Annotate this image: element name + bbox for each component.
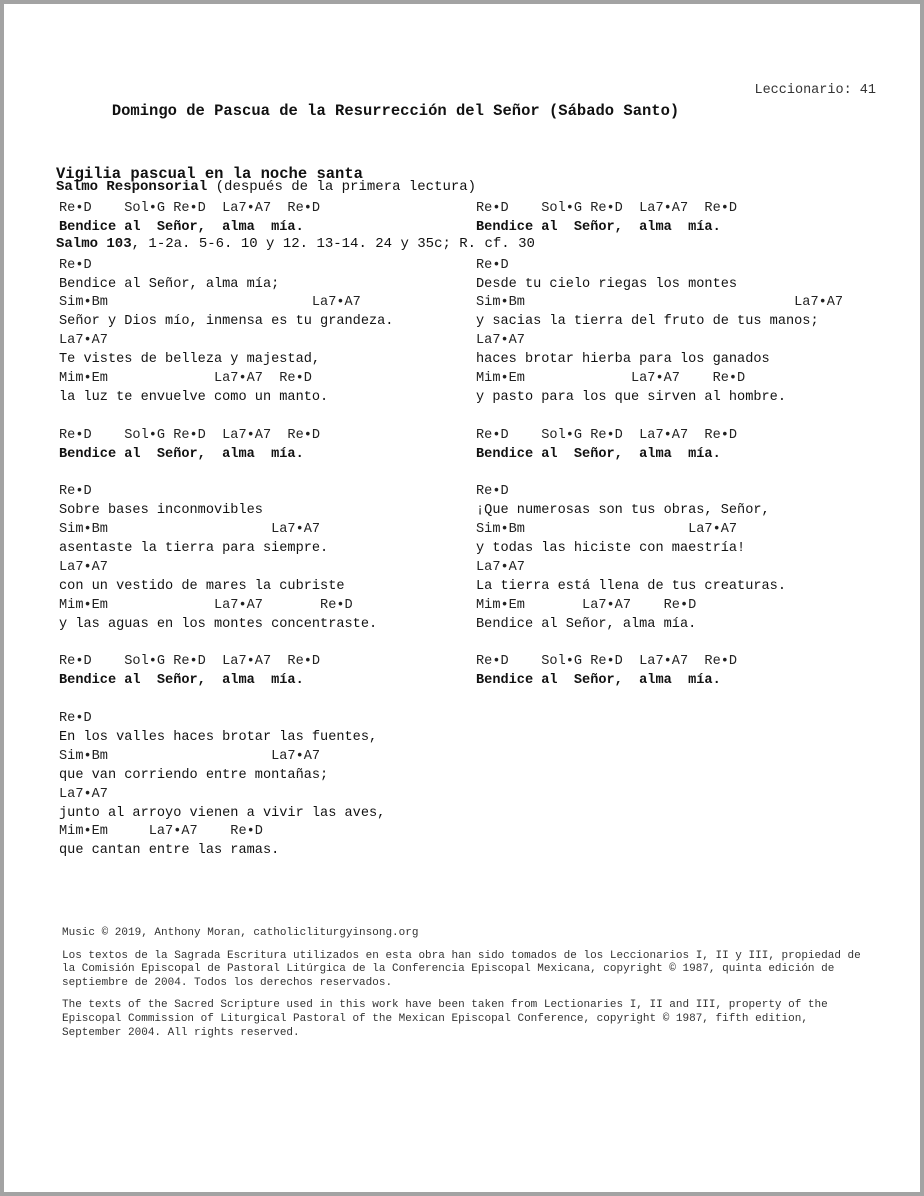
- refrain-stanza: [476, 653, 843, 691]
- chord-line: Mim•Em La7•A7 Re•D: [476, 597, 697, 613]
- refrain-lyric-line: Bendice al Señor, alma mía.: [476, 219, 721, 235]
- verse-stanza: [476, 483, 843, 634]
- footer: [62, 927, 862, 1049]
- verse-stanza: [59, 710, 393, 861]
- verse-stanza: [59, 483, 393, 634]
- page-subtitle: Vigilia pascual en la noche santa: [56, 165, 363, 183]
- chord-line: Re•D Sol•G Re•D La7•A7 Re•D: [59, 427, 321, 443]
- english-copyright-notice: The texts of the Sacred Scripture used in this work have been taken from Lectionaries I, II and III, property of the Episcopal Commission of Liturgical Pastoral of the Mexican Episcopal Conference, copyright © 1987, fifth edition, September 2004. All rights reserved.: [62, 999, 828, 1039]
- psalm-number: Salmo 103: [56, 236, 132, 252]
- chord-line: Sim•Bm La7•A7: [59, 522, 321, 538]
- chord-line: Re•D Sol•G Re•D La7•A7 Re•D: [476, 654, 738, 670]
- refrain-stanza: [59, 653, 393, 691]
- lyric-line: Señor y Dios mío, inmensa es tu grandeza.: [59, 314, 394, 330]
- refrain-stanza: [59, 427, 393, 465]
- lyric-line: asentaste la tierra para siempre.: [59, 541, 329, 557]
- lyric-line: Bendice al Señor, alma mía.: [476, 616, 697, 632]
- chord-line: Sim•Bm La7•A7: [59, 748, 321, 764]
- chord-line: Re•D: [59, 711, 92, 727]
- refrain-lyric-line: Bendice al Señor, alma mía.: [59, 446, 304, 462]
- verse-stanza: [59, 257, 393, 408]
- refrain-stanza: [476, 427, 843, 465]
- lyric-line: Te vistes de belleza y majestad,: [59, 352, 321, 368]
- lyric-line: Sobre bases inconmovibles: [59, 503, 263, 519]
- lyric-line: Desde tu cielo riegas los montes: [476, 276, 738, 292]
- chord-line: La7•A7: [59, 333, 108, 349]
- chord-line: La7•A7: [59, 559, 108, 575]
- refrain-lyric-line: Bendice al Señor, alma mía.: [59, 673, 304, 689]
- verse-stanza: [476, 257, 843, 408]
- chord-line: Mim•Em La7•A7 Re•D: [59, 371, 312, 387]
- chord-line: La7•A7: [476, 333, 525, 349]
- psalm-label-line: [56, 178, 535, 197]
- chord-line: Sim•Bm La7•A7: [476, 295, 844, 311]
- lyric-line: La tierra está llena de tus creaturas.: [476, 578, 786, 594]
- lyric-line: y todas las hiciste con maestría!: [476, 541, 746, 557]
- lyric-line: que van corriendo entre montañas;: [59, 767, 329, 783]
- chord-line: Re•D Sol•G Re•D La7•A7 Re•D: [59, 201, 321, 216]
- chord-line: La7•A7: [59, 786, 108, 802]
- refrain-stanza: [476, 200, 843, 238]
- lyric-line: y las aguas en los montes concentraste.: [59, 616, 378, 632]
- refrain-lyric-line: Bendice al Señor, alma mía.: [476, 673, 721, 689]
- chord-line: Mim•Em La7•A7 Re•D: [476, 371, 746, 387]
- chord-line: Re•D: [59, 484, 92, 500]
- chord-line: Re•D: [476, 484, 509, 500]
- lyric-line: haces brotar hierba para los ganados: [476, 352, 770, 368]
- music-credit: Music © 2019, Anthony Moran, catholicliturgyinsong.org: [62, 927, 419, 939]
- chord-line: Mim•Em La7•A7 Re•D: [59, 597, 353, 613]
- spanish-copyright-notice: Los textos de la Sagrada Escritura utilizados en esta obra han sido tomados de los Leccionarios I, II y III, propiedad de la Comisión Episcopal de Pastoral Litúrgica de la Conferencia Episcopal Mexicana, copyright © 1987, quinta edición de septiembre de 2004. Todos los derechos reservados.: [62, 949, 861, 989]
- chord-line: Re•D: [59, 257, 92, 273]
- lyric-line: ¡Que numerosas son tus obras, Señor,: [476, 503, 770, 519]
- page-title: Domingo de Pascua de la Resurrección del Señor (Sábado Santo): [111, 102, 680, 120]
- refrain-lyric-line: Bendice al Señor, alma mía.: [476, 446, 721, 462]
- lyric-line: con un vestido de mares la cubriste: [59, 578, 345, 594]
- lectionary-number: Leccionario: 41: [754, 83, 876, 98]
- lyric-line: Bendice al Señor, alma mía;: [59, 276, 280, 292]
- lyric-line: y sacias la tierra del fruto de tus manos;: [476, 314, 819, 330]
- chord-line: Sim•Bm La7•A7: [59, 295, 361, 311]
- chord-line: Mim•Em La7•A7 Re•D: [59, 824, 263, 840]
- left-column: [59, 200, 393, 880]
- psalm-label-note: (después de la primera lectura): [207, 179, 477, 195]
- chord-line: Re•D Sol•G Re•D La7•A7 Re•D: [476, 427, 738, 443]
- refrain-lyric-line: Bendice al Señor, alma mía.: [59, 219, 304, 235]
- chord-line: Sim•Bm La7•A7: [476, 522, 738, 538]
- lyric-line: En los valles haces brotar las fuentes,: [59, 729, 378, 745]
- chord-line: Re•D Sol•G Re•D La7•A7 Re•D: [476, 201, 738, 216]
- right-column: [476, 200, 843, 710]
- lyric-line: que cantan entre las ramas.: [59, 843, 280, 859]
- chord-line: Re•D: [476, 257, 509, 273]
- lyric-line: junto al arroyo vienen a vivir las aves,: [59, 805, 386, 821]
- refrain-stanza: [59, 200, 393, 238]
- lyric-line: y pasto para los que sirven al hombre.: [476, 389, 786, 405]
- lyric-line: la luz te envuelve como un manto.: [59, 389, 329, 405]
- chord-line: La7•A7: [476, 559, 525, 575]
- psalm-label: Salmo Responsorial: [56, 179, 208, 195]
- psalm-verses: , 1-2a. 5-6. 10 y 12. 13-14. 24 y 35c; R. cf. 30: [131, 236, 535, 252]
- chord-line: Re•D Sol•G Re•D La7•A7 Re•D: [59, 654, 321, 670]
